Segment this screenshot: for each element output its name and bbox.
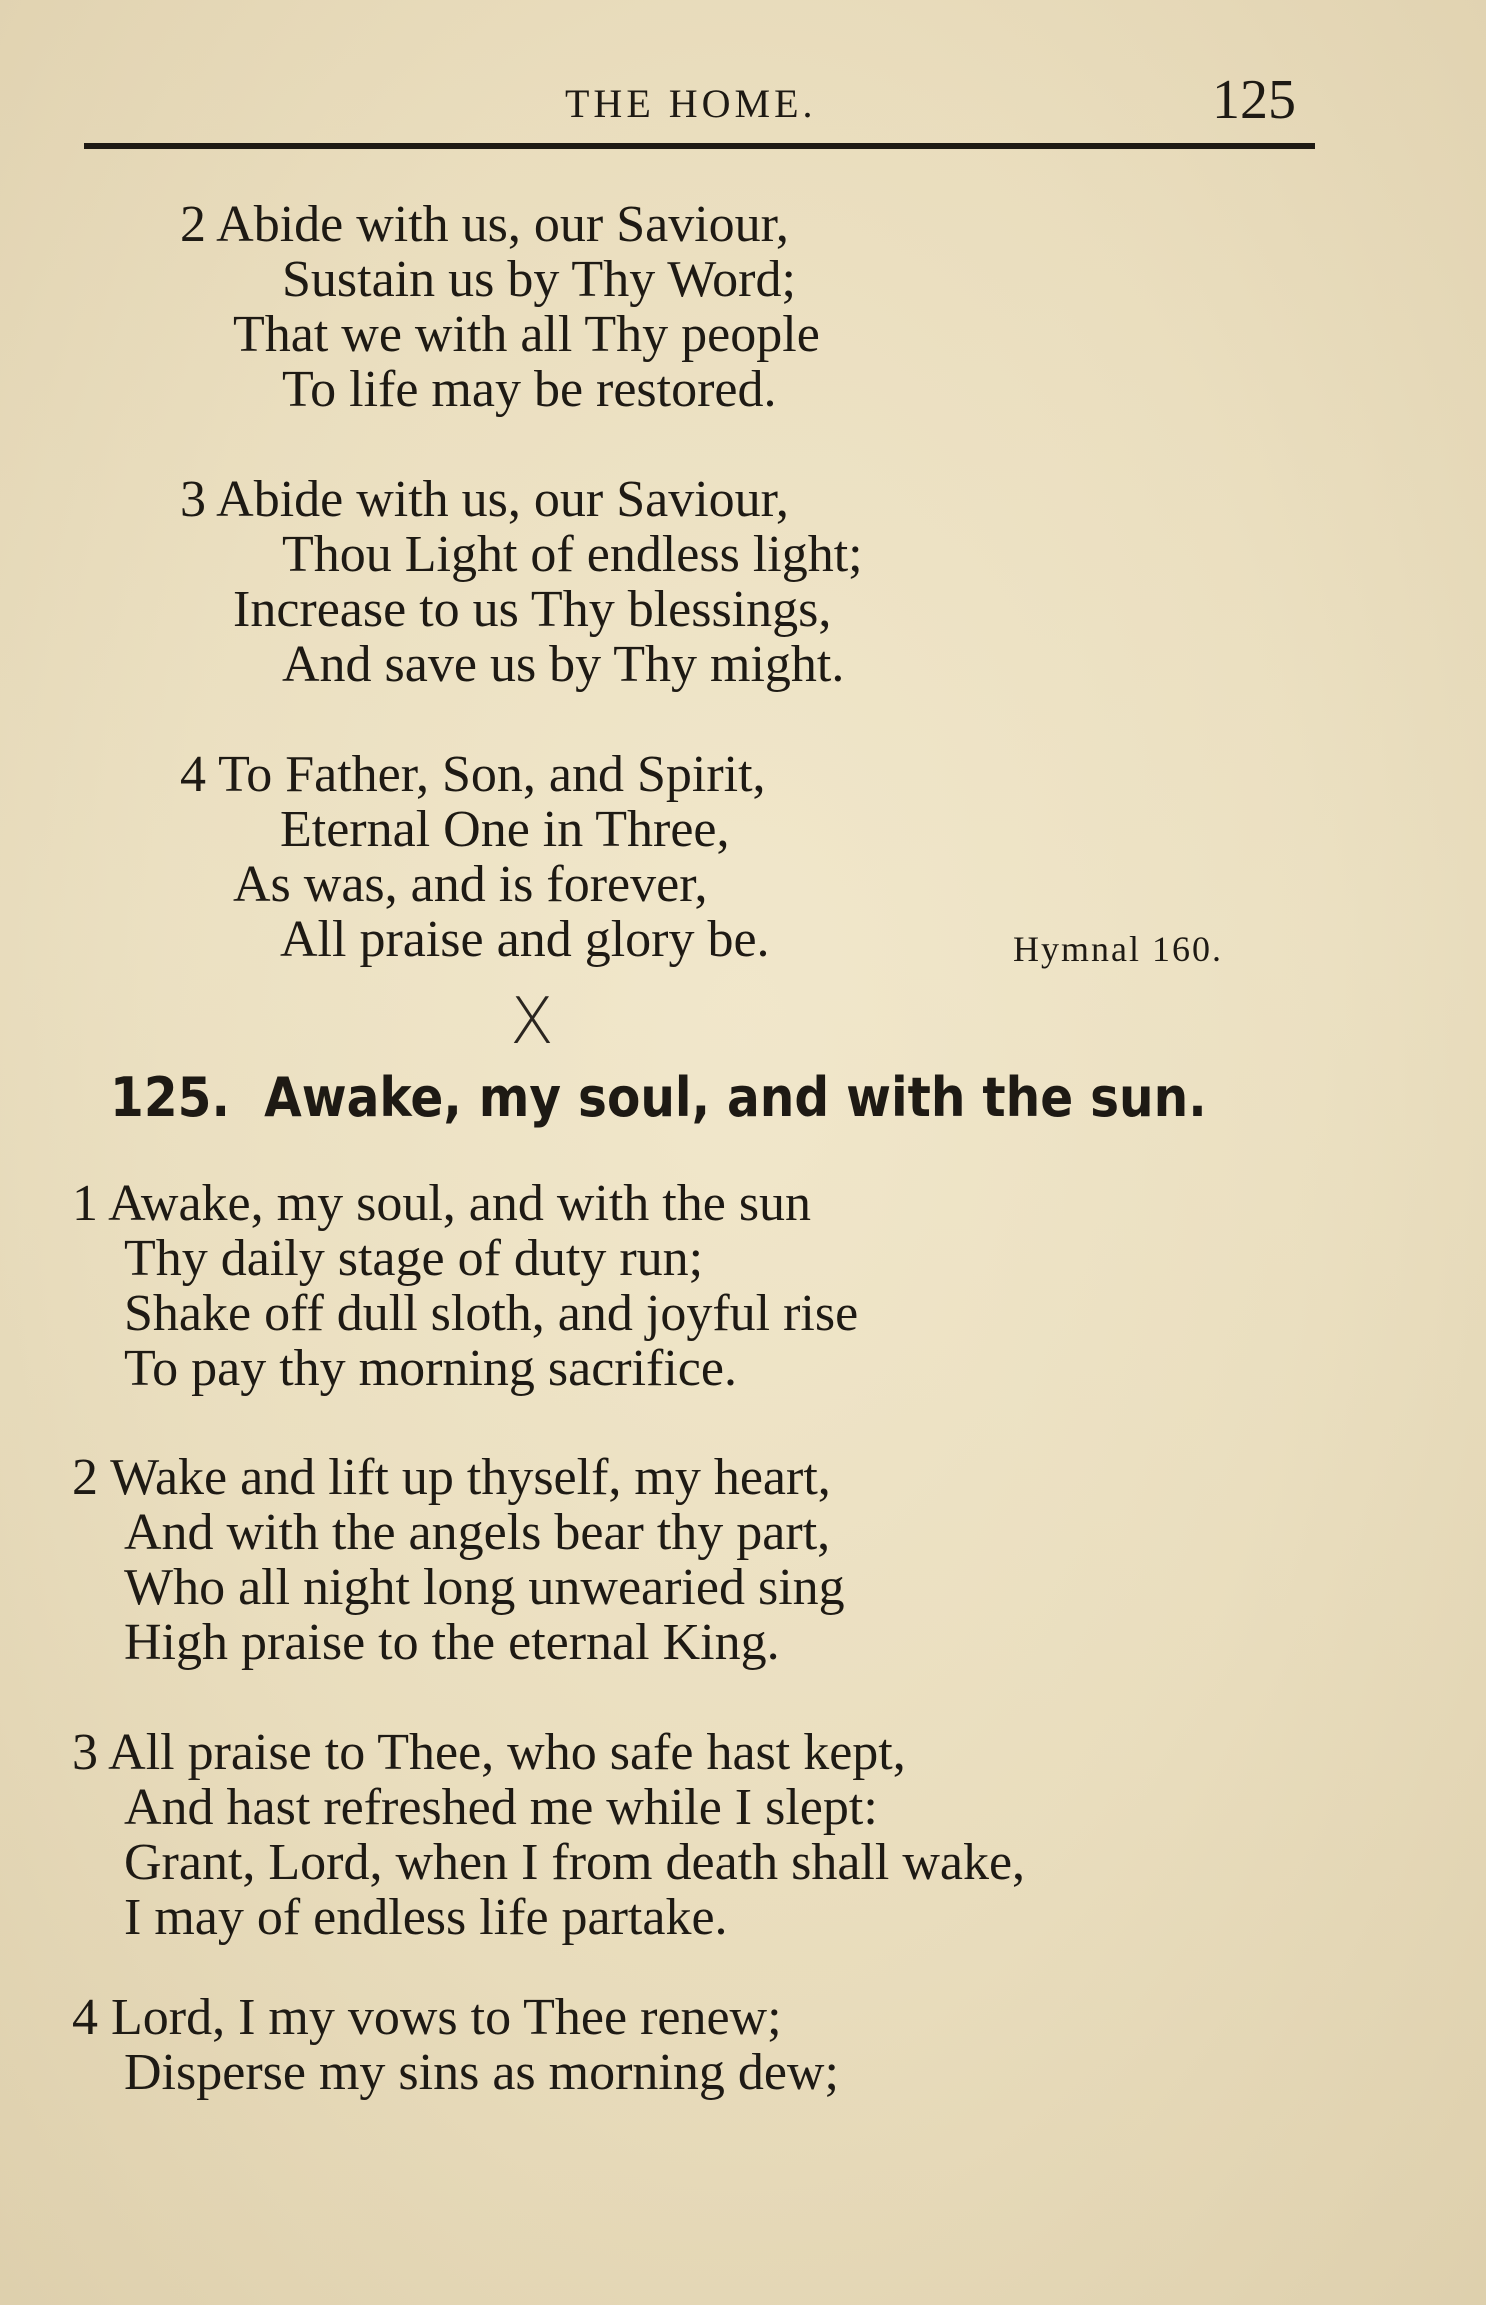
pencil-mark: X [510,985,554,1059]
stanza-prev-4 [180,747,770,967]
stanza-prev-2 [180,197,820,417]
stanza-line: 4 To Father, Son, and Spirit, [180,746,766,803]
stanza-line: To pay thy morning sacrifice. [124,1340,737,1397]
stanza-number: 1 [72,1175,98,1232]
stanza-line: 3 All praise to Thee, who safe hast kept, [72,1724,906,1781]
stanza-line: High praise to the eternal King. [124,1614,780,1671]
running-head: THE HOME. [565,81,817,126]
stanza-1 [72,1176,858,1396]
stanza-number: 4 [72,1989,98,2046]
hymn-title [110,1066,1207,1129]
stanza-line: Increase to us Thy blessings, [233,581,832,638]
stanza-prev-3 [180,472,863,692]
stanza-line: Sustain us by Thy Word; [282,251,796,308]
stanza-line: As was, and is forever, [233,856,708,913]
stanza-number: 2 [72,1449,98,1506]
stanza-line: Thy daily stage of duty run; [124,1230,704,1287]
stanza-line: And hast refreshed me while I slept: [124,1779,878,1836]
stanza-line: And with the angels bear thy part, [124,1504,831,1561]
stanza-4 [72,1990,839,2100]
stanza-line: Who all night long unwearied sing [124,1559,845,1616]
stanza-line: Shake off dull sloth, and joyful rise [124,1285,859,1342]
stanza-line: 4 Lord, I my vows to Thee renew; [72,1989,782,2046]
page-number: 125 [1212,69,1296,131]
stanza-number: 3 [72,1724,98,1781]
hymnal-reference: Hymnal 160. [1013,929,1223,969]
stanza-2 [72,1450,845,1670]
stanza-line: That we with all Thy people [233,306,820,363]
stanza-line: 1 Awake, my soul, and with the sun [72,1175,812,1232]
stanza-number: 4 [180,746,206,803]
stanza-line: Disperse my sins as morning dew; [124,2044,839,2101]
stanza-line: 2 Wake and lift up thyself, my heart, [72,1449,831,1506]
stanza-line: To life may be restored. [282,361,777,418]
stanza-line: And save us by Thy might. [282,636,845,693]
stanza-line: I may of endless life partake. [124,1889,728,1946]
header-rule [84,143,1315,149]
stanza-3 [72,1725,1025,1945]
stanza-line: Thou Light of endless light; [282,526,863,583]
stanza-line: 3 Abide with us, our Saviour, [180,471,789,528]
stanza-line: All praise and glory be. [280,911,770,968]
hymn-title-text: Awake, my soul, and with the sun. [264,1066,1207,1129]
stanza-line: 2 Abide with us, our Saviour, [180,196,789,253]
stanza-line: Grant, Lord, when I from death shall wake, [124,1834,1026,1891]
stanza-line: Eternal One in Three, [280,801,730,858]
hymn-number: 125. [110,1066,230,1129]
stanza-number: 3 [180,471,206,528]
stanza-number: 2 [180,196,206,253]
